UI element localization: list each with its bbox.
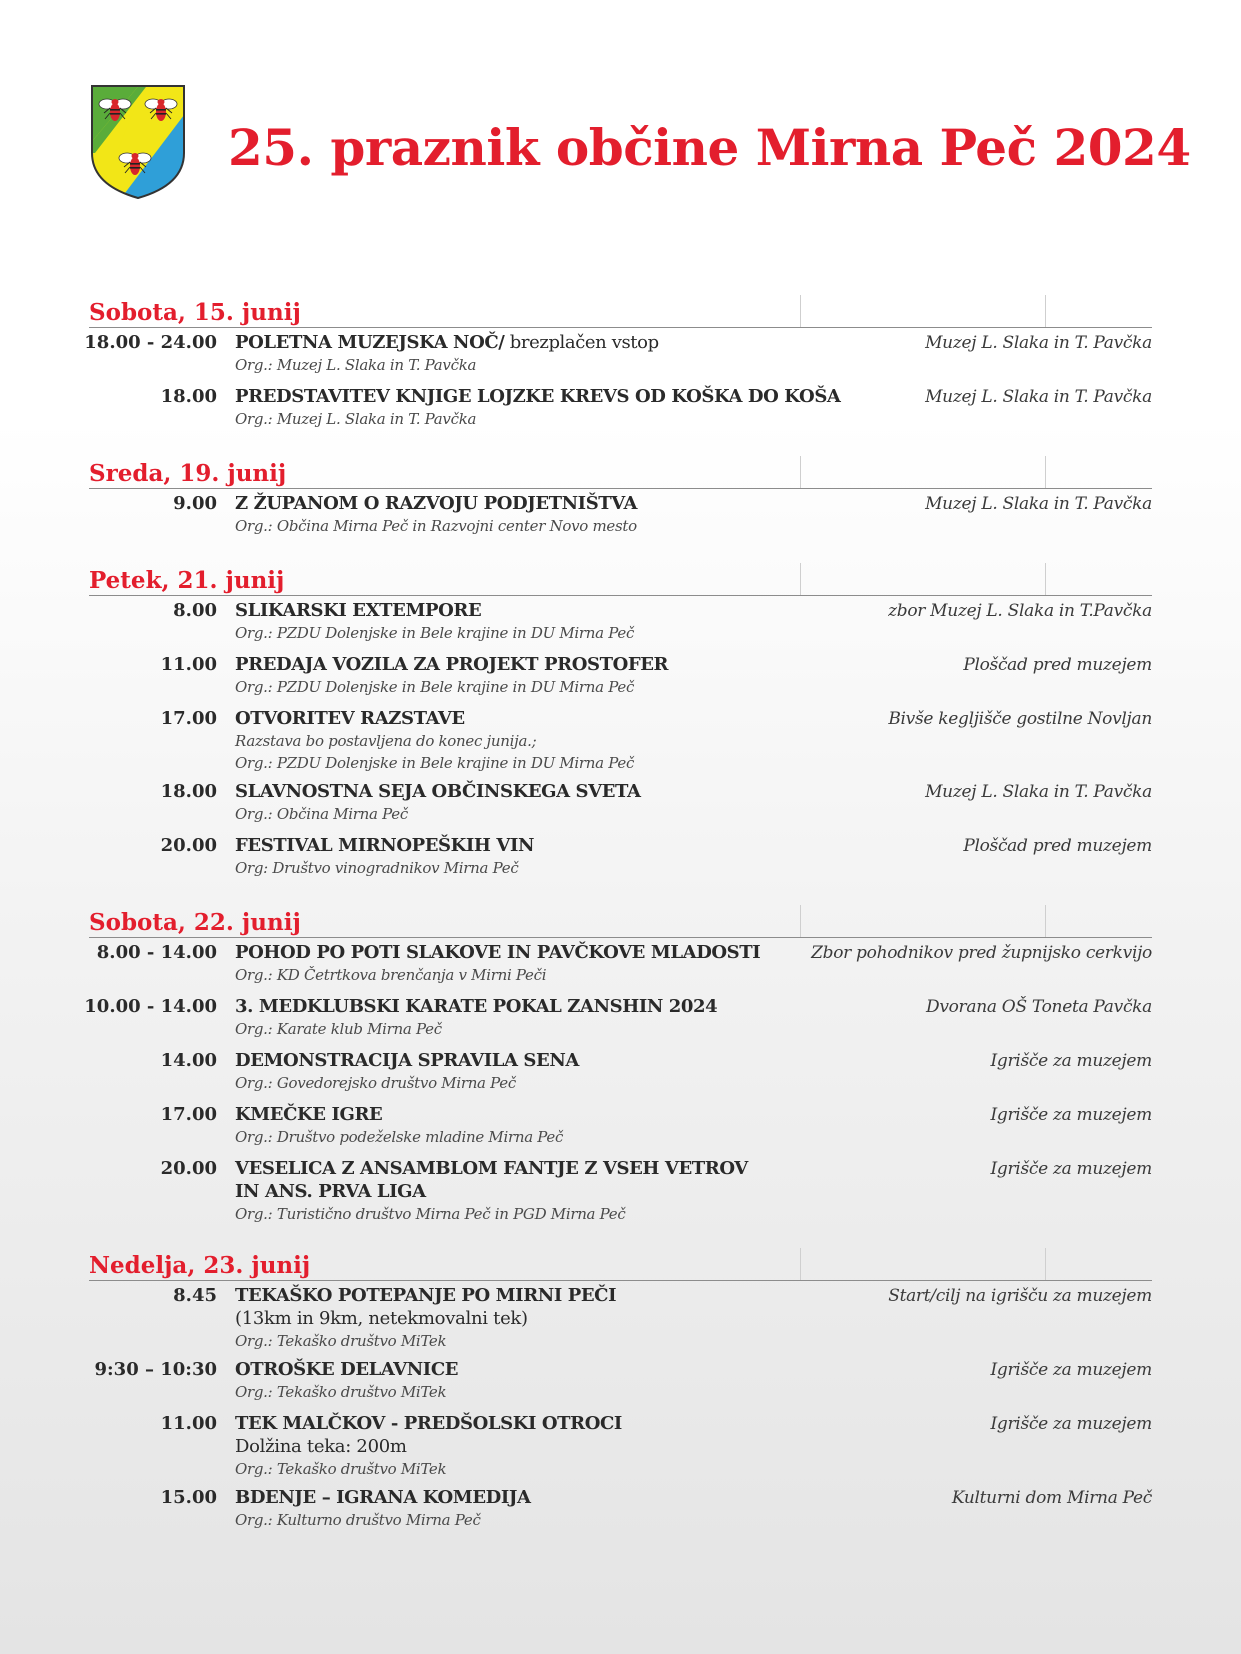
event-name — [235, 653, 785, 676]
event-location: Ploščad pred muzejem — [963, 836, 1152, 856]
event-time: 8.00 — [173, 600, 217, 621]
event-item — [0, 1284, 1241, 1358]
event-name — [235, 1103, 785, 1126]
event-body — [235, 1157, 785, 1225]
event-time: 8.45 — [173, 1285, 217, 1306]
event-name-suffix: brezplačen vstop — [504, 332, 659, 353]
day-title: Sobota, 22. junij — [89, 909, 301, 936]
event-detail: Dolžina teka: 200m — [235, 1436, 407, 1457]
event-name-text: POLETNA MUZEJSKA NOČ/ — [235, 332, 505, 353]
divider — [1045, 1248, 1046, 1280]
event-time: 17.00 — [160, 1104, 217, 1125]
event-item — [0, 1157, 1241, 1231]
event-name-text: BDENJE – IGRANA KOMEDIJA — [235, 1487, 531, 1508]
event-location: Muzej L. Slaka in T. Pavčka — [925, 333, 1152, 353]
event-name — [235, 1049, 785, 1072]
event-detail: (13km in 9km, netekmovalni tek) — [235, 1308, 528, 1329]
event-name — [235, 780, 785, 803]
event-organizer: Org.: Tekaško društvo MiTek — [235, 1332, 447, 1350]
event-location: Bivše kegljišče gostilne Novljan — [888, 709, 1152, 729]
event-name-text: Z ŽUPANOM O RAZVOJU PODJETNIŠTVA — [235, 493, 638, 514]
event-location: Igrišče za muzejem — [990, 1051, 1152, 1071]
event-time: 9.00 — [173, 493, 217, 514]
event-name — [235, 331, 785, 354]
event-body — [235, 941, 785, 986]
event-item — [0, 1358, 1241, 1412]
event-name-text: VESELICA Z ANSAMBLOM FANTJE Z VSEH VETROV — [235, 1158, 748, 1179]
divider — [800, 1248, 801, 1280]
event-body — [235, 1486, 785, 1531]
event-item — [0, 653, 1241, 707]
event-location: Dvorana OŠ Toneta Pavčka — [925, 997, 1152, 1017]
event-time: 18.00 — [160, 781, 217, 802]
divider — [1045, 905, 1046, 937]
event-name-line2: IN ANS. PRVA LIGA — [235, 1181, 426, 1202]
event-time: 10.00 - 14.00 — [84, 996, 217, 1017]
event-body — [235, 1049, 785, 1094]
event-item — [0, 1103, 1241, 1157]
divider — [1045, 563, 1046, 595]
event-organizer: Org.: Občina Mirna Peč in Razvojni center Novo mesto — [235, 517, 637, 535]
event-item — [0, 1049, 1241, 1103]
event-location: Ploščad pred muzejem — [963, 655, 1152, 675]
event-body — [235, 834, 785, 879]
event-organizer: Org.: Turistično društvo Mirna Peč in PGD Mirna Peč — [235, 1205, 626, 1223]
event-time: 11.00 — [160, 1413, 217, 1434]
event-time: 9:30 – 10:30 — [94, 1359, 217, 1380]
event-body — [235, 1103, 785, 1148]
event-organizer: Org.: KD Četrtkova brenčanja v Mirni Peči — [235, 966, 547, 984]
event-item — [0, 1486, 1241, 1540]
day-section — [0, 905, 1241, 1231]
municipality-crest-logo — [89, 83, 187, 201]
event-item — [0, 780, 1241, 834]
event-location: Igrišče za muzejem — [990, 1414, 1152, 1434]
event-name — [235, 941, 785, 964]
event-program — [0, 295, 1241, 1557]
event-organizer: Org.: Občina Mirna Peč — [235, 805, 408, 823]
event-list — [0, 328, 1241, 439]
event-body — [235, 1358, 785, 1403]
event-organizer: Org.: Muzej L. Slaka in T. Pavčka — [235, 410, 477, 428]
day-section — [0, 456, 1241, 546]
day-header — [89, 295, 1152, 328]
event-name — [235, 492, 785, 515]
event-location: zbor Muzej L. Slaka in T.Pavčka — [888, 601, 1152, 621]
divider — [800, 295, 801, 327]
event-item — [0, 941, 1241, 995]
event-body — [235, 331, 785, 376]
event-name-text: OTROŠKE DELAVNICE — [235, 1359, 459, 1380]
event-time: 18.00 — [160, 386, 217, 407]
day-title: Nedelja, 23. junij — [89, 1252, 311, 1279]
day-section — [0, 1248, 1241, 1540]
event-name — [235, 834, 785, 857]
event-time: 20.00 — [160, 1158, 217, 1179]
event-body — [235, 599, 785, 644]
event-body — [235, 385, 841, 430]
event-name-text: POHOD PO POTI SLAKOVE IN PAVČKOVE MLADOSTI — [235, 942, 761, 963]
event-organizer: Org.: PZDU Dolenjske in Bele krajine in DU Mirna Peč — [235, 754, 635, 772]
event-location: Muzej L. Slaka in T. Pavčka — [925, 494, 1152, 514]
event-body — [235, 1284, 785, 1352]
event-organizer: Org.: Kulturno društvo Mirna Peč — [235, 1511, 481, 1529]
event-name-text: TEKAŠKO POTEPANJE PO MIRNI PEČI — [235, 1285, 617, 1306]
event-item — [0, 707, 1241, 780]
event-item — [0, 599, 1241, 653]
event-name — [235, 1284, 785, 1307]
event-item — [0, 385, 1241, 439]
event-organizer: Org.: Govedorejsko društvo Mirna Peč — [235, 1074, 516, 1092]
event-name-text: FESTIVAL MIRNOPEŠKIH VIN — [235, 835, 535, 856]
event-name — [235, 599, 785, 622]
event-list — [0, 596, 1241, 888]
event-name — [235, 385, 841, 408]
event-organizer: Org.: Tekaško društvo MiTek — [235, 1383, 447, 1401]
day-title: Petek, 21. junij — [89, 567, 285, 594]
event-body — [235, 1412, 785, 1480]
event-body — [235, 780, 785, 825]
day-header — [89, 905, 1152, 938]
divider — [1045, 295, 1046, 327]
event-name-text: TEK MALČKOV - PREDŠOLSKI OTROCI — [235, 1413, 622, 1434]
event-organizer: Org.: Karate klub Mirna Peč — [235, 1020, 442, 1038]
event-organizer: Org.: Društvo podeželske mladine Mirna Peč — [235, 1128, 564, 1146]
event-name-text: SLIKARSKI EXTEMPORE — [235, 600, 482, 621]
page-title: 25. praznik občine Mirna Peč 2024 — [228, 118, 1191, 177]
divider — [800, 456, 801, 488]
event-name — [235, 1486, 785, 1509]
event-location: Igrišče za muzejem — [990, 1159, 1152, 1179]
event-location: Muzej L. Slaka in T. Pavčka — [925, 387, 1152, 407]
event-organizer: Org.: Tekaško društvo MiTek — [235, 1460, 447, 1478]
event-name — [235, 1157, 785, 1180]
event-organizer: Org.: PZDU Dolenjske in Bele krajine in DU Mirna Peč — [235, 678, 635, 696]
event-location: Muzej L. Slaka in T. Pavčka — [925, 782, 1152, 802]
event-item — [0, 995, 1241, 1049]
event-list — [0, 938, 1241, 1231]
event-list — [0, 489, 1241, 546]
event-organizer: Org.: PZDU Dolenjske in Bele krajine in DU Mirna Peč — [235, 624, 635, 642]
event-time: 15.00 — [160, 1487, 217, 1508]
event-body — [235, 492, 785, 537]
event-organizer: Org.: Muzej L. Slaka in T. Pavčka — [235, 356, 477, 374]
event-name — [235, 1412, 785, 1435]
event-name-text: SLAVNOSTNA SEJA OBČINSKEGA SVETA — [235, 781, 641, 802]
event-name-text: PREDSTAVITEV KNJIGE LOJZKE KREVS OD KOŠKA DO KOŠA — [235, 386, 841, 407]
event-location: Igrišče za muzejem — [990, 1360, 1152, 1380]
event-location: Start/cilj na igrišču za muzejem — [888, 1286, 1152, 1306]
event-name-text: DEMONSTRACIJA SPRAVILA SENA — [235, 1050, 579, 1071]
event-body — [235, 995, 785, 1040]
event-body — [235, 653, 785, 698]
event-time: 14.00 — [160, 1050, 217, 1071]
day-header — [89, 456, 1152, 489]
day-title: Sobota, 15. junij — [89, 299, 301, 326]
event-time: 20.00 — [160, 835, 217, 856]
day-header — [89, 563, 1152, 596]
event-name-text: OTVORITEV RAZSTAVE — [235, 708, 465, 729]
event-time: 17.00 — [160, 708, 217, 729]
day-title: Sreda, 19. junij — [89, 460, 287, 487]
event-list — [0, 1281, 1241, 1540]
event-location: Igrišče za muzejem — [990, 1105, 1152, 1125]
divider — [800, 563, 801, 595]
event-name-text: 3. MEDKLUBSKI KARATE POKAL ZANSHIN 2024 — [235, 996, 718, 1017]
event-time: 18.00 - 24.00 — [84, 332, 217, 353]
event-item — [0, 492, 1241, 546]
event-body — [235, 707, 785, 774]
event-name — [235, 995, 785, 1018]
event-item — [0, 834, 1241, 888]
event-name-text: PREDAJA VOZILA ZA PROJEKT PROSTOFER — [235, 654, 669, 675]
event-time: 8.00 - 14.00 — [96, 942, 217, 963]
event-name-text: KMEČKE IGRE — [235, 1104, 383, 1125]
divider — [800, 905, 801, 937]
day-section — [0, 563, 1241, 888]
divider — [1045, 456, 1046, 488]
event-name — [235, 1358, 785, 1381]
event-location: Kulturni dom Mirna Peč — [951, 1488, 1152, 1508]
day-header — [89, 1248, 1152, 1281]
event-item — [0, 331, 1241, 385]
event-item — [0, 1412, 1241, 1486]
day-section — [0, 295, 1241, 439]
event-note: Razstava bo postavljena do konec junija.; — [235, 732, 537, 750]
event-time: 11.00 — [160, 654, 217, 675]
event-name — [235, 707, 785, 730]
event-location: Zbor pohodnikov pred župnijsko cerkvijo — [811, 943, 1152, 963]
event-organizer: Org: Društvo vinogradnikov Mirna Peč — [235, 859, 519, 877]
